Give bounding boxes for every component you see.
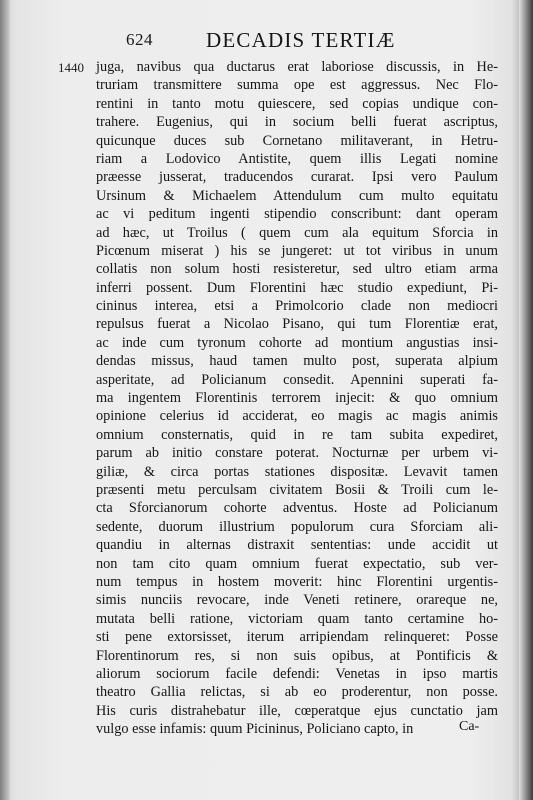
text-line: His curis distrahebatur ille, cœperatque ejus cunctatio jam [96,702,498,719]
text-line: omnium consternatis, quid in re tam subita expediret, [96,426,498,443]
margin-year: 1440 [58,60,84,75]
text-line: præesse jusserat, traducendos curarat. Ipsi vero Paulum [96,169,498,186]
text-line: ac vi peditum ingenti stipendio conscribunt: dant operam [96,206,498,223]
text-line: cininus interea, etsi a Primolcorio clade non mediocri [96,298,498,315]
text-line: rentini in tanto motu quiescere, sed copias undique con- [96,95,498,112]
text-line: præsenti metu perculsam civitatem Bosii & Troili cum le- [96,481,498,498]
text-line: ad hæc, ut Troilus ( quem cum ala equitum Sforcia in [96,224,498,241]
text-line: ac inde cum tyronum cohorte ad montium angustias insi- [96,334,498,351]
text-line: aliorum sociorum facile defendi: Venetas in ipso martis [96,665,498,682]
page-edge-shadow [519,0,533,800]
text-line: vulgo esse infamis: quum Picininus, Policiano capto, in [96,721,414,738]
catchword: Ca- [459,719,480,734]
text-line: num tempus in hostem moverit: hinc Florentini urgentis- [96,573,498,590]
text-line: sedente, duorum illustrium populorum cura Sforciam ali- [96,518,498,535]
text-line: cta Sforcianorum cohorte adventus. Hoste ad Policianum [96,500,498,517]
page-gutter-shadow [0,0,10,800]
text-line: non tam cito quam omnium fuerat expectatio, sub ver- [96,555,498,572]
running-head: DECADIS TERTIÆ [206,28,396,52]
text-line: riam a Lodovico Antistite, quem illis Legati nomine [96,150,498,167]
text-line: juga, navibus qua ductarus erat laboriose discussis, in He- [96,59,498,75]
text-line: theatro Gallia relictas, si ab eo proderentur, non posse. [96,684,498,701]
text-line: quicunque duces sub Cornetano militaverant, in Hetru- [96,132,498,149]
text-line: truriam transmittere summa ope est aggressus. Nec Flo- [96,77,498,94]
text-line: mutata belli ratione, victoriam quam tanto certamine ho- [96,610,498,627]
text-line: trahere. Eugenius, qui in socium belli fuerat ascriptus, [96,114,498,131]
page-number: 624 [126,30,153,49]
text-line: Florentinorum res, si non suis opibus, at Pontificis & [96,647,498,664]
text-line: simis nunciis revocare, inde Veneti retinere, orareque ne, [96,592,498,609]
body-text [96,58,498,738]
text-line: repulsus fuerat a Nicolao Pisano, qui tum Florentiæ erat, [96,316,498,333]
text-line: asperitate, ad Policianum consedit. Apennini superati fa- [96,371,498,388]
text-line: ma ingentem Florentinis terrorem injecit: & quo omnium [96,390,498,407]
text-line: parum ab initio constare poterat. Nocturnæ per urbem vi- [96,445,498,462]
page-header [126,28,486,52]
text-line: giliæ, & circa portas stationes dispositæ. Levavit tamen [96,463,498,480]
text-line: opinione celerius id acciderat, eo magis ac magis animis [96,408,498,425]
text-line: Picœnum miserat ) his se jungeret: ut tot viribus in unum [96,242,498,259]
text-line: dendas missus, haud tamen multo post, superata alpium [96,353,498,370]
text-line: collatis non solum hosti resisteretur, sed ultro etiam arma [96,261,498,278]
text-line: sti pene extorsisset, iterum arripiendam relinqueret: Posse [96,629,498,646]
text-line: Ursinum & Michaelem Attendulum cum multo equitatu [96,187,498,204]
text-line: quandiu in alternas distraxit sententias: unde accidit ut [96,537,498,554]
text-line: inferri possent. Dum Florentini hæc studio expediunt, Pi- [96,279,498,296]
